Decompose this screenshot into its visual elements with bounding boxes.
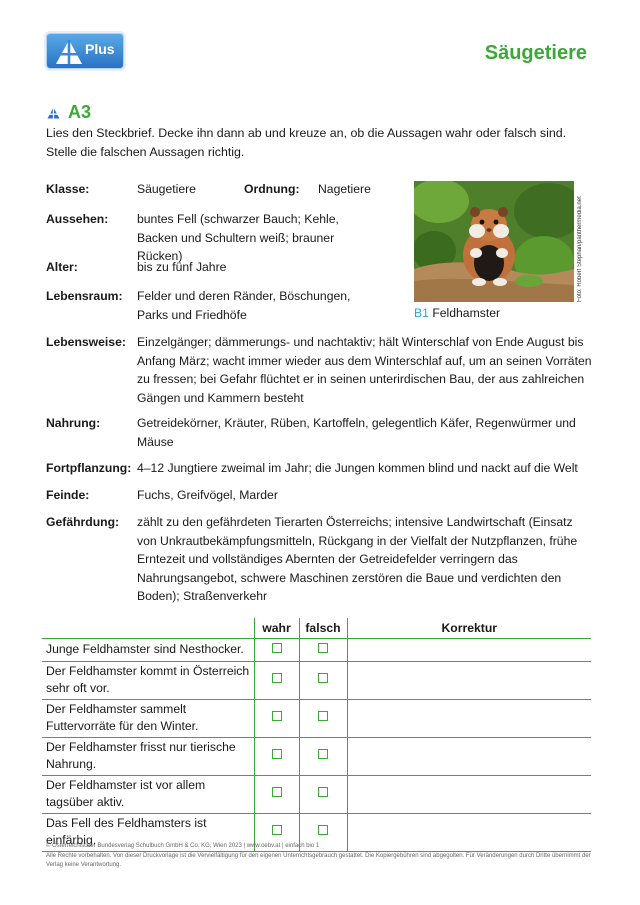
hamster-photo [414, 181, 574, 302]
lebensweise-value: Einzelgänger; dämmerungs- und nachtaktiv; hält Winterschlaf von Ende August bis Anfang März; wacht immer wieder aus dem Winterschlaf auf, um an seinen Vorräten zu fressen; bei Gefahr flüchtet er in seinen unterirdischen Bau, der aus zahlreichen Gängen und Kammern besteht [137, 335, 592, 405]
correction-input[interactable] [347, 775, 591, 813]
table-row [42, 737, 591, 775]
photo-caption [414, 306, 500, 320]
statement-cell: Der Feldhamster sammelt Futtervorräte für den Winter. [42, 699, 254, 737]
footer-line-2: Alle Rechte vorbehalten. Von dieser Druckvorlage ist die Vervielfältigung für den eigenen Unterrichtsgebrauch gestattet. Die Kopiergebühren sind abgegolten. Für Veränderungen durch Dritte übernimmt der Verlag keine Verantwortung. [46, 852, 591, 868]
feinde-value: Fuchs, Greifvögel, Marder [137, 488, 278, 502]
aussehen-label: Aussehen: [46, 212, 109, 226]
statement-cell: Junge Feldhamster sind Nesthocker. [42, 638, 254, 661]
true-checkbox[interactable] [272, 749, 282, 759]
correction-header: Korrektur [347, 618, 591, 638]
true-checkbox[interactable] [272, 643, 282, 653]
triangle-icon [47, 107, 60, 119]
gefaehrdung-value: zählt zu den gefährdeten Tierarten Österreichs; intensive Landwirtschaft (Einsatz von Unkrautbekämpfungsmitteln, Rückgang in der Vielfalt der Nutzpflanzen, frühe Erntezeit und vollständiges Abernten der Getreidefelder verringern das Nahrungsangebot, schwere Maschinen zerstören die Baue und verdichten den Boden); Straßenverkehr [137, 515, 578, 603]
table-row [42, 775, 591, 813]
lebensraum-value: Felder und deren Ränder, Böschungen, Parks und Friedhöfe [137, 289, 351, 322]
fortpflanzung-label: Fortpflanzung: [46, 461, 132, 475]
false-checkbox[interactable] [318, 643, 328, 653]
table-header-row [42, 618, 591, 638]
fortpflanzung-value: 4–12 Jungtiere zweimal im Jahr; die Jungen kommen blind und nackt auf die Welt [137, 461, 578, 475]
true-checkbox[interactable] [272, 825, 282, 835]
false-header: falsch [299, 618, 347, 638]
statement-cell: Der Feldhamster ist vor allem tagsüber aktiv. [42, 775, 254, 813]
aussehen-value: buntes Fell (schwarzer Bauch; Kehle, Backen und Schultern weiß; brauner Rücken) [137, 212, 339, 263]
statement-cell: Das Fell des Feldhamsters ist einfärbig. [42, 813, 254, 851]
correction-input[interactable] [347, 699, 591, 737]
logo-text: Plus [85, 41, 115, 57]
publisher-logo [46, 33, 124, 69]
table-row [42, 699, 591, 737]
false-checkbox[interactable] [318, 673, 328, 683]
photo-credit: Foto: Robert Stephan/panthermedia.net [577, 196, 583, 302]
gefaehrdung-label: Gefährdung: [46, 515, 120, 529]
nahrung-label: Nahrung: [46, 416, 101, 430]
table-row [42, 638, 591, 661]
caption-number: B1 [414, 306, 429, 320]
false-checkbox-cell[interactable] [299, 737, 347, 775]
false-checkbox-cell[interactable] [299, 699, 347, 737]
correction-input[interactable] [347, 661, 591, 699]
triangle-logo-icon [55, 39, 83, 65]
true-checkbox[interactable] [272, 673, 282, 683]
false-checkbox[interactable] [318, 825, 328, 835]
true-checkbox-cell[interactable] [254, 638, 299, 661]
true-header: wahr [254, 618, 299, 638]
table-row [42, 661, 591, 699]
klasse-value: Säugetiere [137, 182, 196, 196]
false-checkbox[interactable] [318, 749, 328, 759]
lebensweise-label: Lebensweise: [46, 335, 126, 349]
klasse-label: Klasse: [46, 182, 90, 196]
task-heading [47, 102, 91, 123]
true-false-table [42, 618, 591, 852]
page-title: Säugetiere [484, 42, 587, 64]
alter-value: bis zu fünf Jahre [137, 260, 227, 274]
false-checkbox-cell[interactable] [299, 775, 347, 813]
correction-input[interactable] [347, 737, 591, 775]
true-checkbox[interactable] [272, 787, 282, 797]
statement-cell: Der Feldhamster kommt in Österreich sehr oft vor. [42, 661, 254, 699]
false-checkbox[interactable] [318, 711, 328, 721]
caption-text: Feldhamster [432, 306, 501, 320]
correction-input[interactable] [347, 638, 591, 661]
lebensraum-label: Lebensraum: [46, 289, 123, 303]
task-instructions: Lies den Steckbrief. Decke ihn dann ab und kreuze an, ob die Aussagen wahr oder falsch sind. Stelle die falschen Aussagen richtig. [46, 126, 567, 159]
true-checkbox-cell[interactable] [254, 775, 299, 813]
statement-cell: Der Feldhamster frisst nur tierische Nahrung. [42, 737, 254, 775]
footer-line-1: © Österreichischer Bundesverlag Schulbuch GmbH & Co. KG, Wien 2023 | www.oebv.at | einfach bio 1 [46, 843, 320, 849]
task-label: A3 [68, 102, 92, 122]
false-checkbox[interactable] [318, 787, 328, 797]
copyright-footer [46, 842, 594, 871]
true-checkbox-cell[interactable] [254, 699, 299, 737]
true-checkbox-cell[interactable] [254, 737, 299, 775]
true-checkbox-cell[interactable] [254, 661, 299, 699]
true-checkbox[interactable] [272, 711, 282, 721]
false-checkbox-cell[interactable] [299, 638, 347, 661]
alter-label: Alter: [46, 260, 78, 274]
ordnung-value: Nagetiere [318, 182, 371, 196]
ordnung-label: Ordnung: [244, 182, 300, 196]
feinde-label: Feinde: [46, 488, 90, 502]
nahrung-value: Getreidekörner, Kräuter, Rüben, Kartoffeln, gelegentlich Käfer, Regenwürmer und Mäuse [137, 416, 576, 449]
statement-header [42, 618, 254, 638]
false-checkbox-cell[interactable] [299, 661, 347, 699]
